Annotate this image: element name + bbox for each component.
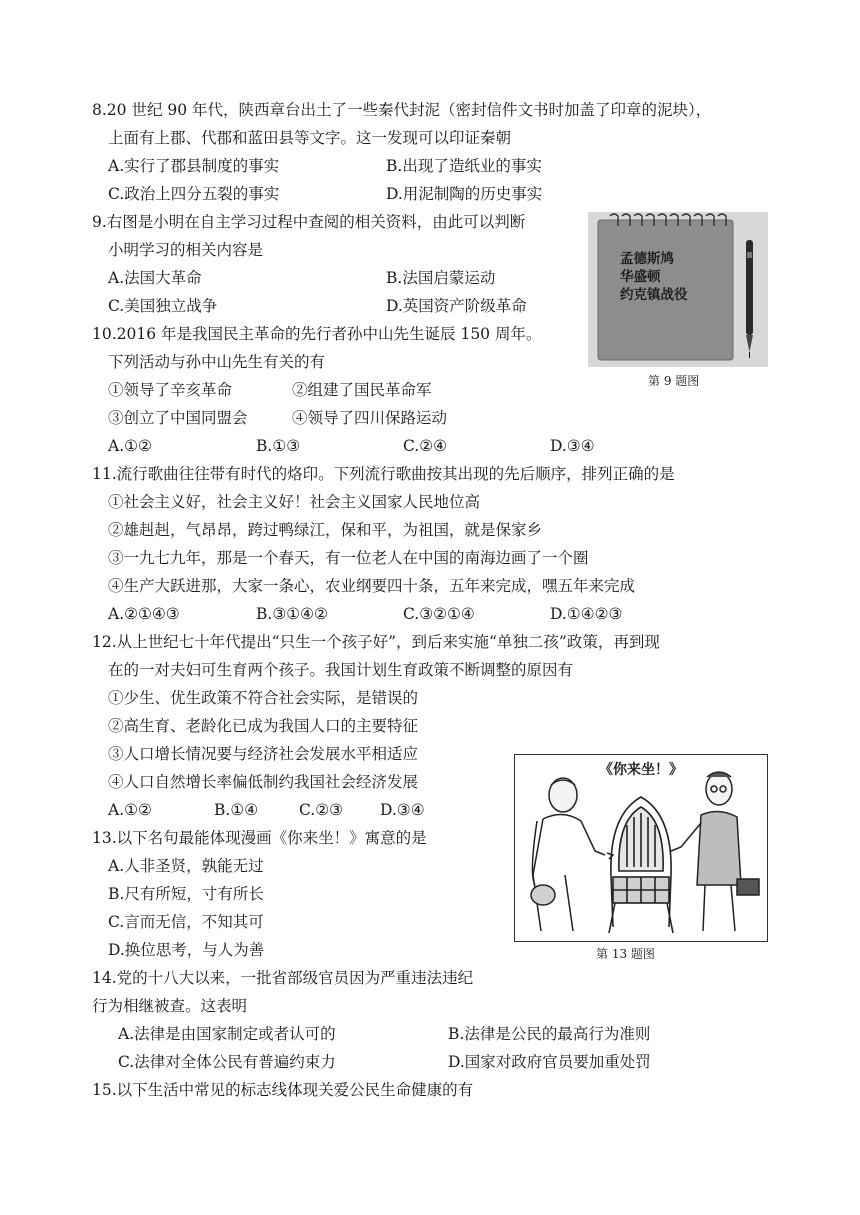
- q10-item-2: ②组建了国民革命军: [292, 381, 432, 399]
- q12-item-1: ①少生、优生政策不符合社会实际，是错误的: [108, 689, 419, 707]
- q13-option-c: C.言而无信，不知其可: [108, 913, 264, 931]
- q9-option-d: D.英国资产阶级革命: [386, 297, 527, 315]
- q10-item-4: ④领导了四川保路运动: [292, 409, 448, 427]
- q14-option-d: D.国家对政府官员要加重处罚: [448, 1053, 651, 1071]
- notebook-line-2: 华盛顿: [620, 269, 661, 285]
- q10-option-a: A.①②: [108, 437, 152, 455]
- q13-stem: 13.以下名句最能体现漫画《你来坐！》寓意的是: [92, 829, 427, 847]
- q10-option-b: B.①③: [256, 437, 301, 455]
- q9-stem-line1: 9.右图是小明在自主学习过程中查阅的相关资料，由此可以判断: [92, 213, 526, 231]
- q12-item-2: ②高生育、老龄化已成为我国人口的主要特征: [108, 717, 419, 735]
- q11-option-c: C.③②①④: [403, 605, 475, 623]
- q9-figure: [588, 212, 768, 367]
- q11-option-a: A.②①④③: [108, 605, 180, 623]
- q9-stem-line2: 小明学习的相关内容是: [108, 241, 264, 259]
- q9-figure-caption: 第 9 题图: [648, 374, 700, 388]
- q13-option-d: D.换位思考，与人为善: [108, 941, 265, 959]
- cartoon-illustration: [515, 755, 767, 941]
- q10-item-1: ①领导了辛亥革命: [108, 381, 233, 399]
- q14-stem-line2: 行为相继被查。这表明: [92, 997, 248, 1015]
- q13-option-a: A.人非圣贤，孰能无过: [108, 857, 264, 875]
- q12-stem-line1: 12.从上世纪七十年代提出“只生一个孩子好”，到后来实施“单独二孩”政策，再到现: [92, 633, 660, 651]
- q11-option-b: B.③①④②: [256, 605, 328, 623]
- q11-option-d: D.①④②③: [550, 605, 623, 623]
- q8-option-c: C.政治上四分五裂的事实: [108, 185, 280, 203]
- cartoon-title: 《你来坐！》: [599, 762, 683, 778]
- q11-item-4: ④生产大跃进那，大家一条心，农业纲要四十条，五年来完成，嘿五年来完成: [108, 577, 636, 595]
- q12-item-4: ④人口自然增长率偏低制约我国社会经济发展: [108, 773, 419, 791]
- q9-option-a: A.法国大革命: [108, 269, 202, 287]
- q8-stem-line1: 8.20 世纪 90 年代，陕西章台出土了一些秦代封泥（密封信件文书时加盖了印章的泥块），: [92, 101, 712, 119]
- q14-option-b: B.法律是公民的最高行为准则: [448, 1025, 651, 1043]
- q11-item-3: ③一九七九年，那是一个春天，有一位老人在中国的南海边画了一个圈: [108, 549, 589, 567]
- q10-stem-line2: 下列活动与孙中山先生有关的有: [108, 353, 326, 371]
- q8-option-d: D.用泥制陶的历史事实: [386, 185, 543, 203]
- q12-option-b: B.①④: [214, 801, 259, 819]
- notebook-line-3: 约克镇战役: [620, 287, 688, 303]
- q10-item-3: ③创立了中国同盟会: [108, 409, 248, 427]
- q14-option-a: A.法律是由国家制定或者认可的: [118, 1025, 336, 1043]
- q10-option-c: C.②④: [403, 437, 448, 455]
- notebook-line-1: 孟德斯鸠: [620, 251, 674, 267]
- q9-option-c: C.美国独立战争: [108, 297, 218, 315]
- q12-option-a: A.①②: [108, 801, 152, 819]
- q12-option-c: C.②③: [299, 801, 344, 819]
- q14-stem-line1: 14.党的十八大以来，一批省部级官员因为严重违法违纪: [92, 969, 474, 987]
- q13-option-b: B.尺有所短，寸有所长: [108, 885, 264, 903]
- q8-stem-line2: 上面有上郡、代郡和蓝田县等文字。这一发现可以印证秦朝: [108, 129, 512, 147]
- q15-stem: 15.以下生活中常见的标志线体现关爱公民生命健康的有: [92, 1081, 474, 1099]
- q8-option-b: B.出现了造纸业的事实: [386, 157, 542, 175]
- q11-item-2: ②雄赳赳，气昂昂，跨过鸭绿江，保和平，为祖国，就是保家乡: [108, 521, 543, 539]
- q10-stem-line1: 10.2016 年是我国民主革命的先行者孙中山先生诞辰 150 周年。: [92, 325, 542, 343]
- q11-item-1: ①社会主义好，社会主义好！社会主义国家人民地位高: [108, 493, 481, 511]
- q12-stem-line2: 在的一对夫妇可生育两个孩子。我国计划生育政策不断调整的原因有: [108, 661, 574, 679]
- q13-figure-caption: 第 13 题图: [596, 947, 655, 961]
- q11-stem: 11.流行歌曲往往带有时代的烙印。下列流行歌曲按其出现的先后顺序，排列正确的是: [92, 465, 675, 483]
- q10-option-d: D.③④: [550, 437, 595, 455]
- q12-option-d: D.③④: [380, 801, 425, 819]
- q14-option-c: C.法律对全体公民有普遍约束力: [118, 1053, 336, 1071]
- q9-option-b: B.法国启蒙运动: [386, 269, 496, 287]
- q8-option-a: A.实行了郡县制度的事实: [108, 157, 280, 175]
- q13-cartoon: [514, 754, 768, 942]
- q12-item-3: ③人口增长情况要与经济社会发展水平相适应: [108, 745, 419, 763]
